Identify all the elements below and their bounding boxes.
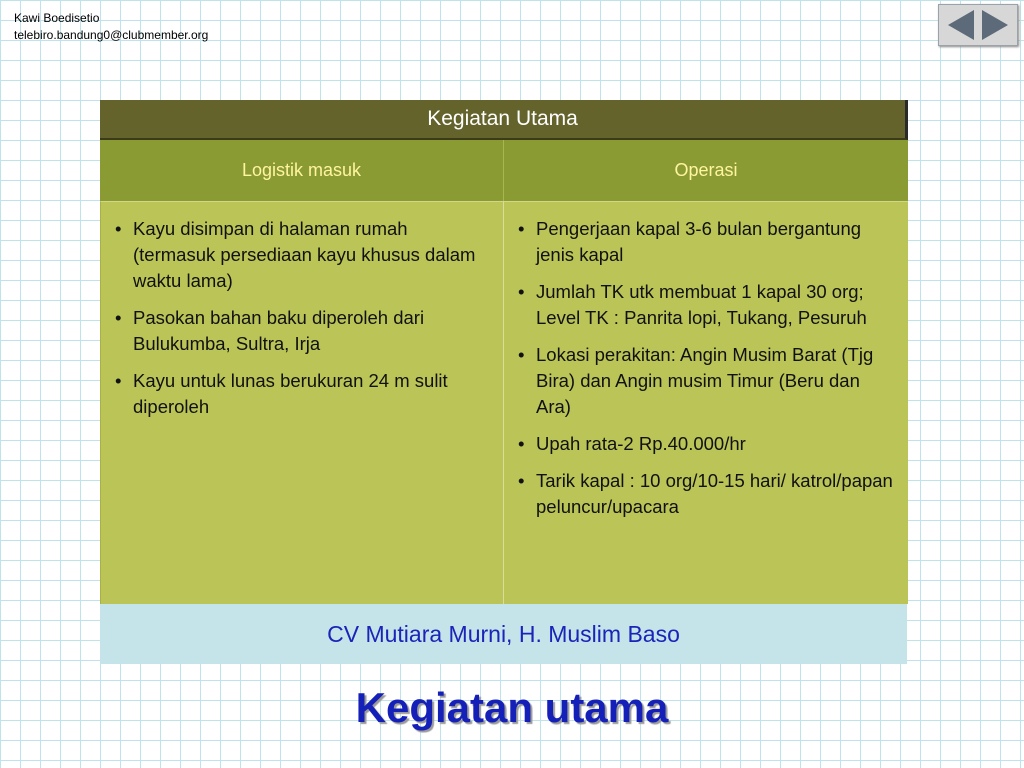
slide-navigation xyxy=(938,4,1018,46)
author-info xyxy=(14,10,208,44)
list-item: • Upah rata-2 Rp.40.000/hr xyxy=(516,431,896,457)
column-heading-logistics: Logistik masuk xyxy=(100,140,504,201)
previous-slide-icon[interactable] xyxy=(948,10,974,40)
list-item: • Jumlah TK utk membuat 1 kapal 30 org; Level TK : Panrita lopi, Tukang, Pesuruh xyxy=(516,279,896,331)
author-email: telebiro.bandung0@clubmember.org xyxy=(14,28,209,42)
column-operations xyxy=(504,201,908,604)
list-item: • Pengerjaan kapal 3-6 bulan bergantung jenis kapal xyxy=(516,216,896,268)
company-caption: CV Mutiara Murni, H. Muslim Baso xyxy=(100,604,907,664)
list-item: • Kayu untuk lunas berukuran 24 m sulit diperoleh xyxy=(113,368,491,420)
author-name: Kawi Boedisetio xyxy=(14,11,100,25)
next-slide-icon[interactable] xyxy=(982,10,1008,40)
page-title: Kegiatan utama xyxy=(355,684,669,731)
list-item: • Kayu disimpan di halaman rumah (termasuk persediaan kayu khusus dalam waktu lama) xyxy=(113,216,491,294)
list-item: • Lokasi perakitan: Angin Musim Barat (Tjg Bira) dan Angin musim Timur (Beru dan Ara) xyxy=(516,342,896,420)
column-heading-operations: Operasi xyxy=(504,140,908,201)
table-title: Kegiatan Utama xyxy=(100,100,908,140)
table-body xyxy=(100,201,908,604)
logistics-list xyxy=(113,216,491,420)
operations-list xyxy=(516,216,896,520)
list-item: • Pasokan bahan baku diperoleh dari Bulukumba, Sultra, Irja xyxy=(113,305,491,357)
list-item: • Tarik kapal : 10 org/10-15 hari/ katrol/papan peluncur/upacara xyxy=(516,468,896,520)
column-logistics xyxy=(100,201,504,604)
activities-table xyxy=(100,100,908,604)
table-subheader-row xyxy=(100,140,908,201)
